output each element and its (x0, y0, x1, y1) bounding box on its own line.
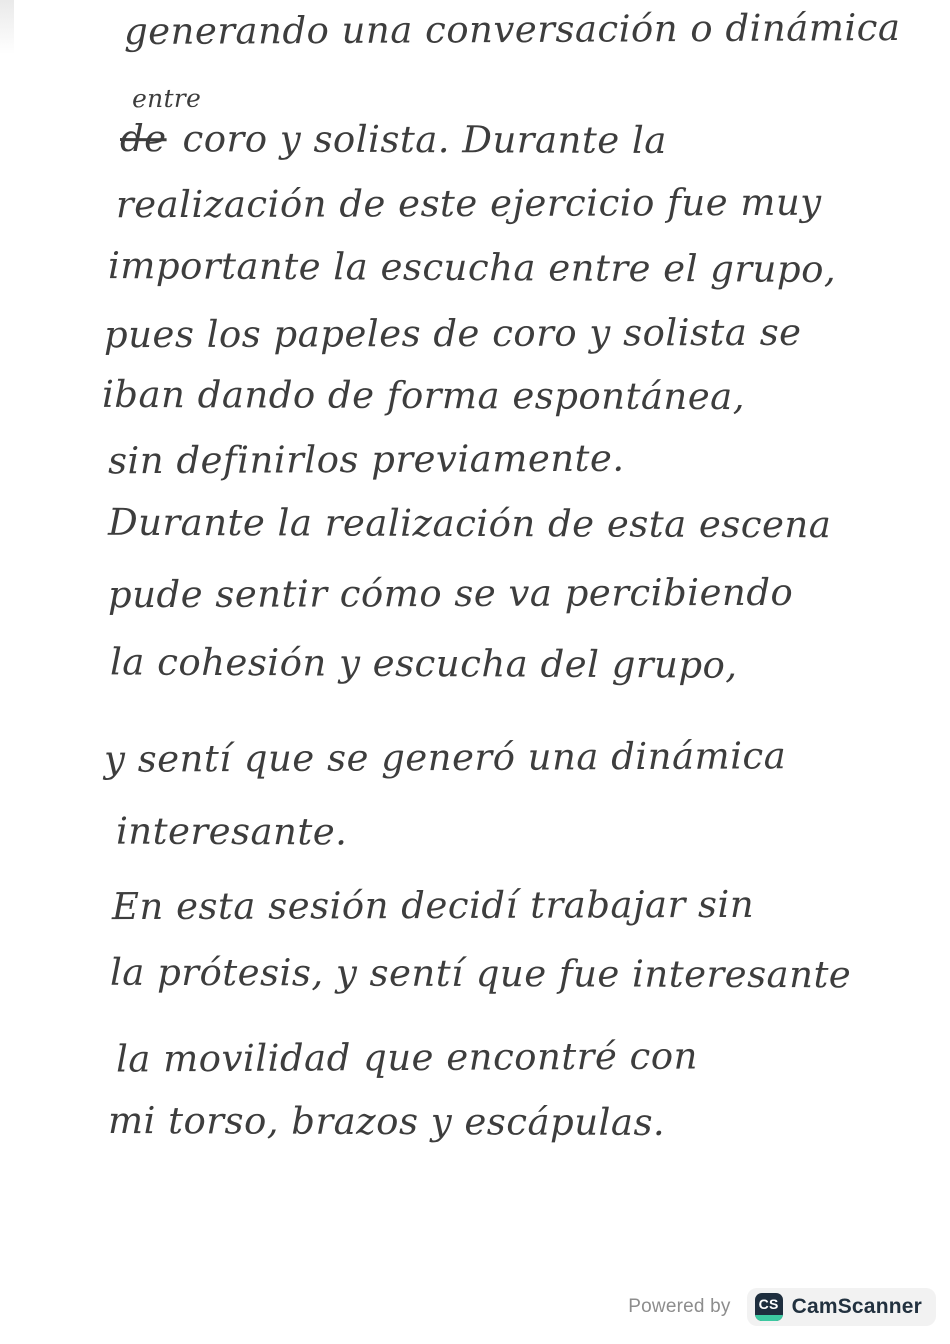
handwritten-line: la movilidad que encontré con (115, 1034, 698, 1081)
handwritten-line (120, 117, 667, 163)
handwritten-line: la prótesis, y sentí que fue interesante (109, 950, 852, 997)
handwritten-line: pude sentir cómo se va percibiendo (107, 570, 794, 617)
inserted-word: entre (131, 83, 202, 114)
handwritten-line: realización de este ejercicio fue muy (115, 180, 822, 227)
handwritten-line: mi torso, brazos y escápulas. (107, 1099, 666, 1144)
handwritten-line: sin definirlos previamente. (107, 436, 625, 483)
camscanner-watermark (628, 1288, 936, 1326)
struck-word: de (119, 117, 167, 161)
scan-edge-shadow (0, 0, 14, 60)
camscanner-logo-teal-bar (755, 1315, 783, 1321)
camscanner-badge (747, 1288, 936, 1326)
handwritten-line: importante la escucha entre el grupo, (107, 244, 837, 291)
handwritten-line: iban dando de forma espontánea, (101, 372, 746, 419)
handwritten-line: Durante la realización de esta escena (107, 500, 832, 547)
powered-by-text: Powered by (628, 1296, 731, 1317)
handwritten-line: la cohesión y escucha del grupo, (109, 640, 738, 687)
handwritten-line: interesante. (115, 809, 348, 854)
handwritten-line: pues los papeles de coro y solista se (103, 310, 802, 357)
handwritten-line: En esta sesión decidí trabajar sin (111, 882, 755, 929)
camscanner-brand-name: CamScanner (791, 1295, 922, 1318)
camscanner-logo-icon (755, 1293, 783, 1321)
handwritten-line: y sentí que se generó una dinámica (103, 734, 787, 781)
camscanner-logo-letters: CS (758, 1296, 779, 1312)
handwritten-line-text: coro y solista. Durante la (182, 117, 667, 162)
handwritten-line: generando una conversación o dinámica (123, 5, 901, 54)
